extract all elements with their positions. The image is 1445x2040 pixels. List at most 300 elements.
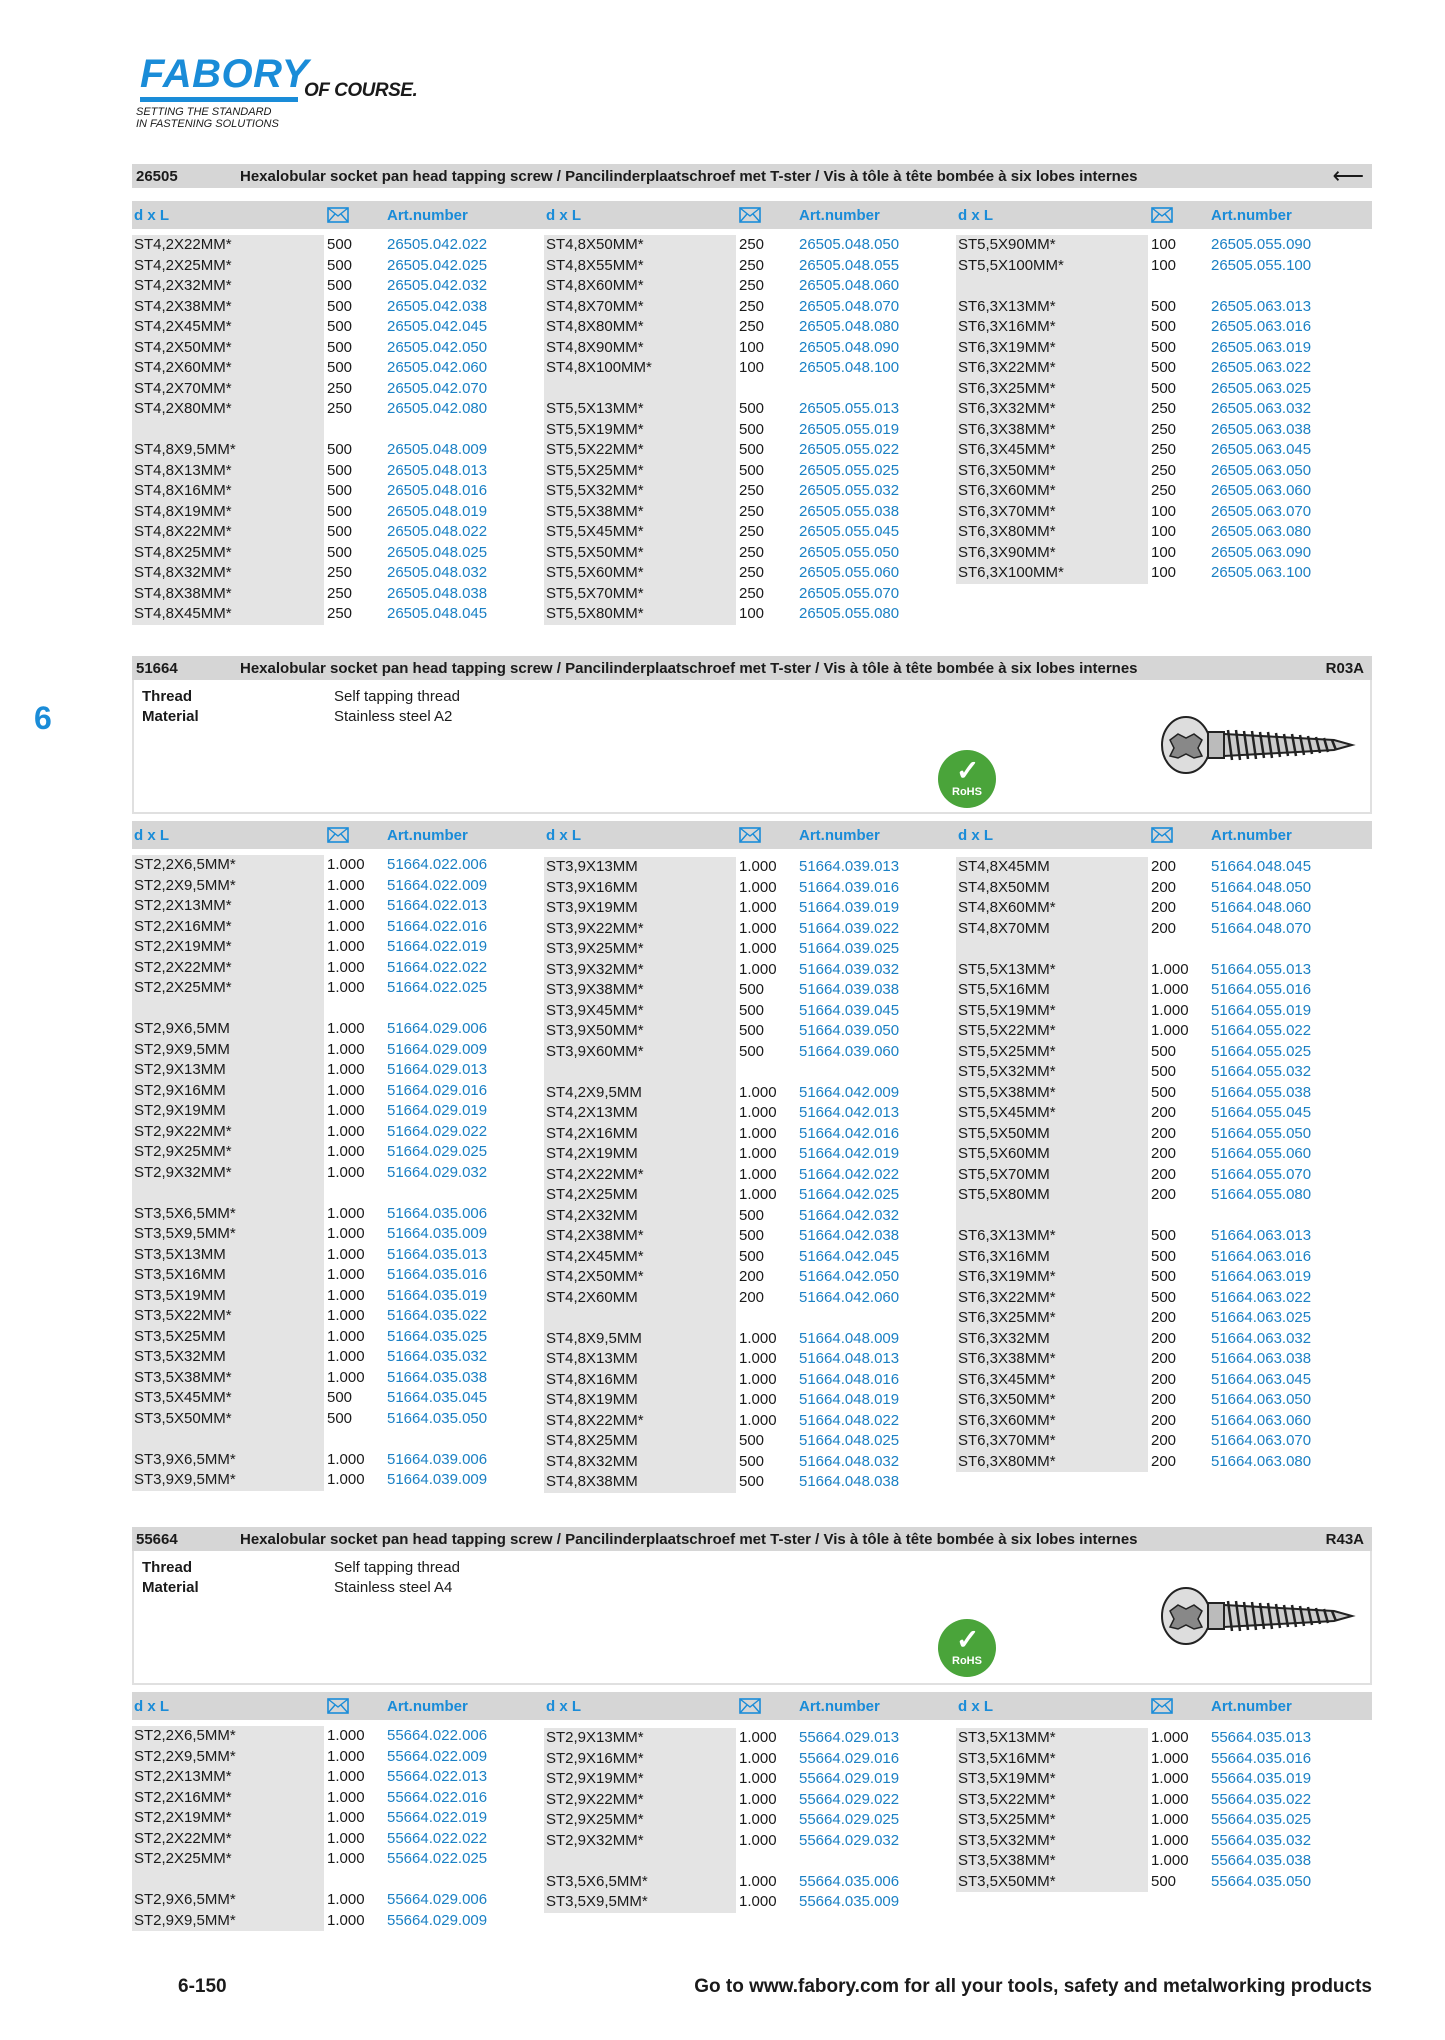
row-art-number[interactable]: 51664.048.070: [1211, 919, 1312, 937]
row-quantity: 250: [739, 297, 765, 315]
row-dimension: ST4,8X13MM: [546, 1350, 638, 1367]
row-art-number[interactable]: 55664.035.019: [1211, 1770, 1312, 1787]
row-quantity: 1.000: [327, 917, 365, 935]
row-quantity: 1.000: [1151, 1790, 1189, 1808]
row-dimension: ST6,3X60MM*: [958, 1411, 1056, 1429]
row-art-number[interactable]: 26505.063.013: [1211, 297, 1312, 315]
row-quantity: 250: [1151, 461, 1177, 479]
row-art-number[interactable]: 51664.055.016: [1211, 981, 1312, 998]
row-quantity: 500: [327, 277, 353, 294]
row-art-number[interactable]: 26505.048.013: [387, 461, 488, 479]
row-art-number[interactable]: 51664.039.060: [799, 1042, 900, 1060]
row-art-number[interactable]: 51664.055.019: [1211, 1001, 1312, 1019]
row-art-number[interactable]: 51664.063.080: [1211, 1452, 1312, 1470]
row-art-number[interactable]: 51664.035.013: [387, 1245, 488, 1263]
row-dimension: ST2,9X16MM: [134, 1081, 226, 1099]
row-dimension: ST4,8X90MM*: [546, 338, 644, 356]
row-art-number[interactable]: 26505.063.080: [1211, 523, 1312, 540]
row-art-number[interactable]: 26505.048.055: [799, 256, 900, 274]
row-art-number[interactable]: 51664.063.025: [1211, 1309, 1312, 1326]
row-art-number[interactable]: 51664.055.013: [1211, 960, 1312, 978]
row-art-number[interactable]: 26505.063.050: [1211, 461, 1312, 479]
row-dimension: ST6,3X13MM*: [958, 297, 1056, 315]
row-art-number[interactable]: 55664.035.025: [1211, 1811, 1312, 1828]
row-quantity: 1.000: [327, 1727, 365, 1744]
row-art-number[interactable]: 51664.039.045: [799, 1001, 900, 1019]
row-art-number[interactable]: 51664.048.009: [799, 1329, 900, 1347]
row-art-number[interactable]: 51664.048.038: [799, 1473, 900, 1490]
row-art-number[interactable]: 26505.042.025: [387, 256, 488, 274]
row-quantity: 500: [327, 318, 353, 335]
row-art-number[interactable]: 51664.048.060: [1211, 899, 1312, 916]
row-art-number[interactable]: 55664.022.009: [387, 1747, 488, 1765]
row-art-number[interactable]: 26505.048.016: [387, 482, 488, 499]
row-art-number[interactable]: 26505.055.080: [799, 605, 900, 622]
row-art-number[interactable]: 51664.039.016: [799, 878, 900, 896]
row-dimension: ST2,2X6,5MM*: [134, 1727, 236, 1744]
row-art-number[interactable]: 51664.029.032: [387, 1163, 488, 1181]
row-art-number[interactable]: 55664.029.013: [799, 1729, 900, 1746]
row-quantity: 250: [327, 400, 353, 417]
row-art-number[interactable]: 55664.022.006: [387, 1727, 488, 1744]
row-art-number[interactable]: 51664.042.050: [799, 1268, 900, 1285]
row-art-number[interactable]: 51664.039.022: [799, 919, 900, 937]
row-art-number[interactable]: 55664.022.019: [387, 1809, 488, 1826]
row-art-number[interactable]: 51664.055.022: [1211, 1022, 1312, 1039]
row-art-number[interactable]: 26505.063.090: [1211, 543, 1312, 561]
row-art-number[interactable]: 51664.039.032: [799, 960, 900, 978]
row-quantity: 500: [327, 1389, 353, 1406]
row-art-number[interactable]: 26505.063.100: [1211, 564, 1312, 581]
row-art-number[interactable]: 55664.022.016: [387, 1788, 488, 1806]
row-art-number[interactable]: 51664.035.032: [387, 1348, 488, 1365]
row-art-number[interactable]: 26505.063.060: [1211, 482, 1312, 499]
row-dimension: ST5,5X19MM*: [546, 420, 644, 438]
row-quantity: 1.000: [327, 958, 365, 976]
row-dimension: ST4,8X25MM: [546, 1432, 638, 1449]
row-art-number[interactable]: 51664.039.025: [799, 940, 900, 957]
row-art-number[interactable]: 26505.055.013: [799, 400, 900, 417]
row-dimension: ST5,5X22MM*: [958, 1022, 1056, 1039]
row-art-number[interactable]: 26505.042.060: [387, 359, 488, 376]
row-quantity: 1.000: [739, 1729, 777, 1746]
row-art-number[interactable]: 26505.042.038: [387, 297, 488, 315]
row-art-number[interactable]: 51664.055.038: [1211, 1083, 1312, 1101]
row-art-number[interactable]: 26505.042.032: [387, 277, 488, 294]
row-dimension: ST3,5X9,5MM*: [546, 1893, 648, 1910]
row-quantity: 500: [739, 1022, 765, 1039]
row-art-number[interactable]: 51664.035.016: [387, 1266, 488, 1283]
row-quantity: 1.000: [327, 1225, 365, 1242]
row-quantity: 250: [327, 605, 353, 622]
row-dimension: ST5,5X45MM*: [958, 1104, 1056, 1121]
row-quantity: 250: [1151, 482, 1177, 499]
row-art-number[interactable]: 51664.029.009: [387, 1040, 488, 1058]
row-dimension: ST3,5X13MM: [134, 1245, 226, 1263]
row-dimension: ST3,5X16MM*: [958, 1749, 1056, 1767]
row-quantity: 500: [327, 502, 353, 520]
row-art-number[interactable]: 55664.022.025: [387, 1850, 488, 1867]
row-art-number[interactable]: 26505.063.045: [1211, 441, 1312, 458]
row-art-number[interactable]: 51664.048.016: [799, 1370, 900, 1388]
row-dimension: ST2,2X22MM*: [134, 1829, 232, 1847]
row-dimension: ST3,5X16MM: [134, 1266, 226, 1283]
row-art-number[interactable]: 26505.055.038: [799, 502, 900, 520]
section-code: 51664: [136, 659, 178, 677]
row-quantity: 1.000: [327, 1450, 365, 1468]
row-dimension: ST2,9X9,5MM: [134, 1040, 230, 1058]
section-title: Hexalobular socket pan head tapping screw / Pancilinderplaatschroef met T-ster / Vis à tôle à tête bombée à six lobes internes: [240, 659, 1138, 677]
row-dimension: ST6,3X50MM*: [958, 461, 1056, 479]
row-art-number[interactable]: 51664.042.045: [799, 1247, 900, 1265]
row-art-number[interactable]: 51664.042.022: [799, 1165, 900, 1183]
row-art-number[interactable]: 55664.022.013: [387, 1768, 488, 1785]
row-quantity: 500: [739, 1247, 765, 1265]
row-art-number[interactable]: 26505.048.045: [387, 605, 488, 622]
row-quantity: 1.000: [739, 899, 777, 916]
envelope-icon: [327, 1698, 349, 1718]
row-art-number[interactable]: 55664.035.013: [1211, 1729, 1312, 1746]
row-art-number[interactable]: 26505.055.022: [799, 441, 900, 458]
row-art-number[interactable]: 51664.048.032: [799, 1452, 900, 1470]
row-dimension: ST5,5X60MM: [958, 1145, 1050, 1162]
row-dimension: ST5,5X38MM*: [958, 1083, 1056, 1101]
row-dimension: ST3,5X32MM*: [958, 1831, 1056, 1849]
row-art-number[interactable]: 51664.029.016: [387, 1081, 488, 1099]
row-art-number[interactable]: 51664.042.009: [799, 1083, 900, 1101]
row-art-number[interactable]: 51664.042.038: [799, 1227, 900, 1244]
row-dimension: ST2,9X9,5MM*: [134, 1911, 236, 1929]
row-dimension: ST3,9X50MM*: [546, 1022, 644, 1039]
row-art-number[interactable]: 51664.029.025: [387, 1143, 488, 1160]
row-art-number[interactable]: 51664.022.013: [387, 897, 488, 914]
row-art-number[interactable]: 55664.029.025: [799, 1811, 900, 1828]
row-quantity: 1.000: [327, 1204, 365, 1222]
row-quantity: 1.000: [1151, 1001, 1189, 1019]
property-material: Material Stainless steel A4: [142, 1579, 453, 1596]
row-dimension: ST6,3X13MM*: [958, 1227, 1056, 1244]
row-dimension: ST4,2X22MM*: [546, 1165, 644, 1183]
row-quantity: 200: [1151, 899, 1177, 916]
row-art-number[interactable]: 26505.048.019: [387, 502, 488, 520]
row-art-number[interactable]: 51664.063.070: [1211, 1432, 1312, 1449]
row-art-number[interactable]: 26505.042.022: [387, 236, 488, 253]
row-quantity: 1.000: [327, 1768, 365, 1785]
column-label-art-number: Art.number: [1211, 1698, 1292, 1715]
row-art-number[interactable]: 51664.055.050: [1211, 1124, 1312, 1142]
row-art-number[interactable]: 51664.022.019: [387, 938, 488, 955]
row-art-number[interactable]: 26505.055.090: [1211, 236, 1312, 253]
row-dimension: ST2,9X13MM: [134, 1061, 226, 1078]
row-quantity: 1.000: [327, 1307, 365, 1324]
row-art-number[interactable]: 55664.029.009: [387, 1911, 488, 1929]
row-dimension: ST4,2X32MM*: [134, 277, 232, 294]
envelope-icon: [1151, 207, 1173, 227]
row-quantity: 1.000: [1151, 1729, 1189, 1746]
row-dimension: ST6,3X38MM*: [958, 420, 1056, 438]
row-art-number[interactable]: 51664.048.013: [799, 1350, 900, 1367]
row-dimension: ST4,8X60MM*: [546, 277, 644, 294]
row-dimension: ST6,3X32MM: [958, 1329, 1050, 1347]
row-art-number[interactable]: 26505.042.045: [387, 318, 488, 335]
row-quantity: 1.000: [327, 897, 365, 914]
row-art-number[interactable]: 26505.048.032: [387, 564, 488, 581]
row-art-number[interactable]: 51664.022.022: [387, 958, 488, 976]
row-art-number[interactable]: 26505.063.032: [1211, 400, 1312, 417]
row-art-number[interactable]: 51664.055.032: [1211, 1063, 1312, 1080]
row-art-number[interactable]: 26505.055.045: [799, 523, 900, 540]
row-art-number[interactable]: 51664.055.070: [1211, 1165, 1312, 1183]
row-art-number[interactable]: 51664.055.045: [1211, 1104, 1312, 1121]
column-label-dxl: d x L: [134, 827, 170, 844]
row-quantity: 500: [739, 400, 765, 417]
row-dimension: ST3,5X45MM*: [134, 1389, 232, 1406]
row-quantity: 1.000: [327, 876, 365, 894]
row-art-number[interactable]: 26505.048.070: [799, 297, 900, 315]
row-art-number[interactable]: 26505.063.022: [1211, 359, 1312, 376]
logo-brand: FABORY: [140, 52, 309, 96]
row-dimension: ST5,5X70MM*: [546, 584, 644, 602]
row-dimension: ST5,5X50MM: [958, 1124, 1050, 1142]
row-quantity: 1.000: [1151, 1022, 1189, 1039]
row-quantity: 500: [1151, 1268, 1177, 1285]
row-dimension: ST6,3X19MM*: [958, 338, 1056, 356]
row-art-number[interactable]: 51664.048.019: [799, 1391, 900, 1408]
row-art-number[interactable]: 26505.048.100: [799, 359, 900, 376]
row-quantity: 500: [1151, 1227, 1177, 1244]
column-label-art-number: Art.number: [799, 207, 880, 224]
row-dimension: ST6,3X60MM*: [958, 482, 1056, 499]
row-quantity: 1.000: [739, 1083, 777, 1101]
row-art-number[interactable]: 26505.042.070: [387, 379, 488, 397]
row-art-number[interactable]: 51664.042.016: [799, 1124, 900, 1142]
row-art-number[interactable]: 55664.035.016: [1211, 1749, 1312, 1767]
row-art-number[interactable]: 51664.063.045: [1211, 1370, 1312, 1388]
row-art-number[interactable]: 51664.063.022: [1211, 1288, 1312, 1306]
row-art-number[interactable]: 26505.055.032: [799, 482, 900, 499]
row-quantity: 250: [739, 564, 765, 581]
row-quantity: 500: [327, 297, 353, 315]
row-art-number[interactable]: 51664.055.025: [1211, 1042, 1312, 1060]
row-art-number[interactable]: 55664.029.022: [799, 1790, 900, 1808]
row-quantity: 1.000: [327, 1348, 365, 1365]
row-dimension: ST2,9X13MM*: [546, 1729, 644, 1746]
row-quantity: 1.000: [327, 1747, 365, 1765]
row-art-number[interactable]: 51664.055.080: [1211, 1186, 1312, 1203]
column-label-dxl: d x L: [134, 1698, 170, 1715]
row-art-number[interactable]: 51664.035.019: [387, 1286, 488, 1304]
row-art-number[interactable]: 51664.042.019: [799, 1145, 900, 1162]
row-art-number[interactable]: 51664.063.019: [1211, 1268, 1312, 1285]
row-art-number[interactable]: 55664.035.022: [1211, 1790, 1312, 1808]
row-quantity: 1.000: [327, 1911, 365, 1929]
row-art-number[interactable]: 51664.063.038: [1211, 1350, 1312, 1367]
row-art-number[interactable]: 51664.042.025: [799, 1186, 900, 1203]
row-art-number[interactable]: 51664.063.032: [1211, 1329, 1312, 1347]
column-label-dxl: d x L: [546, 207, 582, 224]
row-dimension: ST6,3X19MM*: [958, 1268, 1056, 1285]
row-art-number[interactable]: 51664.029.013: [387, 1061, 488, 1078]
row-dimension: ST4,8X55MM*: [546, 256, 644, 274]
row-art-number[interactable]: 51664.029.006: [387, 1020, 488, 1037]
screw-image-icon: [1156, 710, 1356, 780]
row-art-number[interactable]: 26505.063.025: [1211, 379, 1312, 397]
row-dimension: ST3,5X38MM*: [134, 1368, 232, 1386]
row-art-number[interactable]: 55664.035.050: [1211, 1872, 1312, 1890]
row-dimension: ST3,5X50MM*: [958, 1872, 1056, 1890]
row-quantity: 1.000: [739, 1145, 777, 1162]
product-properties: [132, 1551, 1372, 1685]
row-art-number[interactable]: 51664.035.038: [387, 1368, 488, 1386]
row-art-number[interactable]: 26505.055.100: [1211, 256, 1312, 274]
row-quantity: 1.000: [327, 1891, 365, 1908]
row-dimension: ST4,8X19MM: [546, 1391, 638, 1408]
row-art-number[interactable]: 26505.063.038: [1211, 420, 1312, 438]
row-quantity: 200: [1151, 919, 1177, 937]
row-dimension: ST5,5X45MM*: [546, 523, 644, 540]
row-quantity: 1.000: [1151, 1852, 1189, 1869]
row-dimension: ST5,5X25MM*: [546, 461, 644, 479]
row-dimension: ST4,2X50MM*: [134, 338, 232, 356]
row-art-number[interactable]: 51664.063.050: [1211, 1391, 1312, 1408]
row-quantity: 250: [1151, 400, 1177, 417]
row-art-number[interactable]: 26505.063.019: [1211, 338, 1312, 356]
row-art-number[interactable]: 51664.042.013: [799, 1104, 900, 1121]
row-art-number[interactable]: 55664.029.016: [799, 1749, 900, 1767]
row-dimension: ST4,2X45MM*: [546, 1247, 644, 1265]
row-art-number[interactable]: 51664.039.006: [387, 1450, 488, 1468]
row-art-number[interactable]: 26505.048.009: [387, 441, 488, 458]
page-number: 6-150: [178, 1976, 227, 1997]
row-art-number[interactable]: 26505.048.038: [387, 584, 488, 602]
row-quantity: 1.000: [327, 938, 365, 955]
row-quantity: 500: [739, 1432, 765, 1449]
row-art-number[interactable]: 26505.048.090: [799, 338, 900, 356]
row-dimension: ST3,9X6,5MM*: [134, 1450, 236, 1468]
row-art-number[interactable]: 51664.063.060: [1211, 1411, 1312, 1429]
row-art-number[interactable]: 51664.039.013: [799, 858, 900, 875]
row-art-number[interactable]: 51664.035.050: [387, 1409, 488, 1427]
row-art-number[interactable]: 26505.042.050: [387, 338, 488, 356]
row-dimension: ST4,8X38MM: [546, 1473, 638, 1490]
row-quantity: 100: [1151, 502, 1177, 520]
column-header-row: [132, 201, 1372, 229]
row-art-number[interactable]: 51664.048.025: [799, 1432, 900, 1449]
row-dimension: ST3,9X19MM: [546, 899, 638, 916]
row-quantity: 1.000: [739, 1370, 777, 1388]
row-dimension: ST6,3X22MM*: [958, 359, 1056, 376]
row-quantity: 500: [327, 256, 353, 274]
row-quantity: 250: [739, 236, 765, 253]
row-art-number[interactable]: 51664.035.009: [387, 1225, 488, 1242]
row-dimension: ST6,3X80MM*: [958, 1452, 1056, 1470]
row-quantity: 250: [1151, 420, 1177, 438]
row-art-number[interactable]: 51664.035.025: [387, 1327, 488, 1345]
row-art-number[interactable]: 51664.039.038: [799, 981, 900, 998]
row-dimension: ST4,8X22MM*: [134, 523, 232, 540]
section-title: Hexalobular socket pan head tapping screw / Pancilinderplaatschroef met T-ster / Vis à tôle à tête bombée à six lobes internes: [240, 1530, 1138, 1548]
row-dimension: ST5,5X38MM*: [546, 502, 644, 520]
row-art-number[interactable]: 51664.063.016: [1211, 1247, 1312, 1265]
row-art-number[interactable]: 55664.035.006: [799, 1872, 900, 1890]
row-quantity: 500: [327, 236, 353, 253]
row-art-number[interactable]: 55664.029.019: [799, 1770, 900, 1787]
row-quantity: 1.000: [739, 1872, 777, 1890]
row-dimension: ST2,2X9,5MM*: [134, 1747, 236, 1765]
row-quantity: 1.000: [327, 1829, 365, 1847]
row-art-number[interactable]: 51664.035.006: [387, 1204, 488, 1222]
row-art-number[interactable]: 51664.039.019: [799, 899, 900, 916]
row-quantity: 250: [739, 523, 765, 540]
row-art-number[interactable]: 55664.022.022: [387, 1829, 488, 1847]
row-art-number[interactable]: 55664.029.032: [799, 1831, 900, 1849]
row-art-number[interactable]: 26505.048.080: [799, 318, 900, 335]
row-art-number[interactable]: 51664.063.013: [1211, 1227, 1312, 1244]
row-art-number[interactable]: 55664.035.009: [799, 1893, 900, 1910]
row-art-number[interactable]: 51664.039.009: [387, 1471, 488, 1488]
row-art-number[interactable]: 51664.042.060: [799, 1288, 900, 1306]
row-art-number[interactable]: 51664.022.009: [387, 876, 488, 894]
row-dimension: ST6,3X50MM*: [958, 1391, 1056, 1408]
row-art-number[interactable]: 51664.048.022: [799, 1411, 900, 1429]
row-art-number[interactable]: 55664.035.032: [1211, 1831, 1312, 1849]
row-art-number[interactable]: 26505.063.070: [1211, 502, 1312, 520]
row-art-number[interactable]: 51664.039.050: [799, 1022, 900, 1039]
row-art-number[interactable]: 51664.029.019: [387, 1102, 488, 1119]
row-art-number[interactable]: 26505.055.060: [799, 564, 900, 581]
row-art-number[interactable]: 26505.048.060: [799, 277, 900, 294]
row-art-number[interactable]: 55664.029.006: [387, 1891, 488, 1908]
row-art-number[interactable]: 26505.048.025: [387, 543, 488, 561]
row-art-number[interactable]: 26505.055.050: [799, 543, 900, 561]
row-art-number[interactable]: 51664.042.032: [799, 1206, 900, 1224]
row-art-number[interactable]: 55664.035.038: [1211, 1852, 1312, 1869]
row-art-number[interactable]: 26505.055.025: [799, 461, 900, 479]
row-art-number[interactable]: 51664.029.022: [387, 1122, 488, 1140]
row-quantity: 1.000: [739, 1790, 777, 1808]
row-art-number[interactable]: 51664.035.022: [387, 1307, 488, 1324]
row-art-number[interactable]: 26505.048.022: [387, 523, 488, 540]
row-quantity: 500: [1151, 1288, 1177, 1306]
row-art-number[interactable]: 26505.055.070: [799, 584, 900, 602]
row-art-number[interactable]: 51664.022.006: [387, 856, 488, 873]
envelope-icon: [739, 207, 761, 227]
row-art-number[interactable]: 26505.048.050: [799, 236, 900, 253]
row-dimension: ST5,5X22MM*: [546, 441, 644, 458]
row-art-number[interactable]: 26505.063.016: [1211, 318, 1312, 335]
row-art-number[interactable]: 51664.048.045: [1211, 858, 1312, 875]
section-reference: R03A: [1325, 659, 1364, 677]
row-quantity: 100: [1151, 564, 1177, 581]
section-55664: [132, 1527, 1372, 1685]
row-art-number[interactable]: 51664.022.025: [387, 979, 488, 996]
row-art-number[interactable]: 51664.048.050: [1211, 878, 1312, 896]
row-art-number[interactable]: 26505.055.019: [799, 420, 900, 438]
row-art-number[interactable]: 51664.035.045: [387, 1389, 488, 1406]
row-art-number[interactable]: 51664.022.016: [387, 917, 488, 935]
row-dimension: ST4,8X100MM*: [546, 359, 652, 376]
row-dimension: ST5,5X70MM: [958, 1165, 1050, 1183]
row-quantity: 1.000: [327, 1286, 365, 1304]
row-quantity: 200: [1151, 1309, 1177, 1326]
back-arrow-icon[interactable]: ⟵: [1332, 163, 1364, 188]
row-quantity: 1.000: [327, 1245, 365, 1263]
row-dimension: ST6,3X25MM*: [958, 379, 1056, 397]
rohs-badge-icon: ✓ RoHS: [938, 1619, 996, 1677]
row-art-number[interactable]: 51664.055.060: [1211, 1145, 1312, 1162]
row-dimension: ST2,9X19MM*: [546, 1770, 644, 1787]
row-art-number[interactable]: 26505.042.080: [387, 400, 488, 417]
